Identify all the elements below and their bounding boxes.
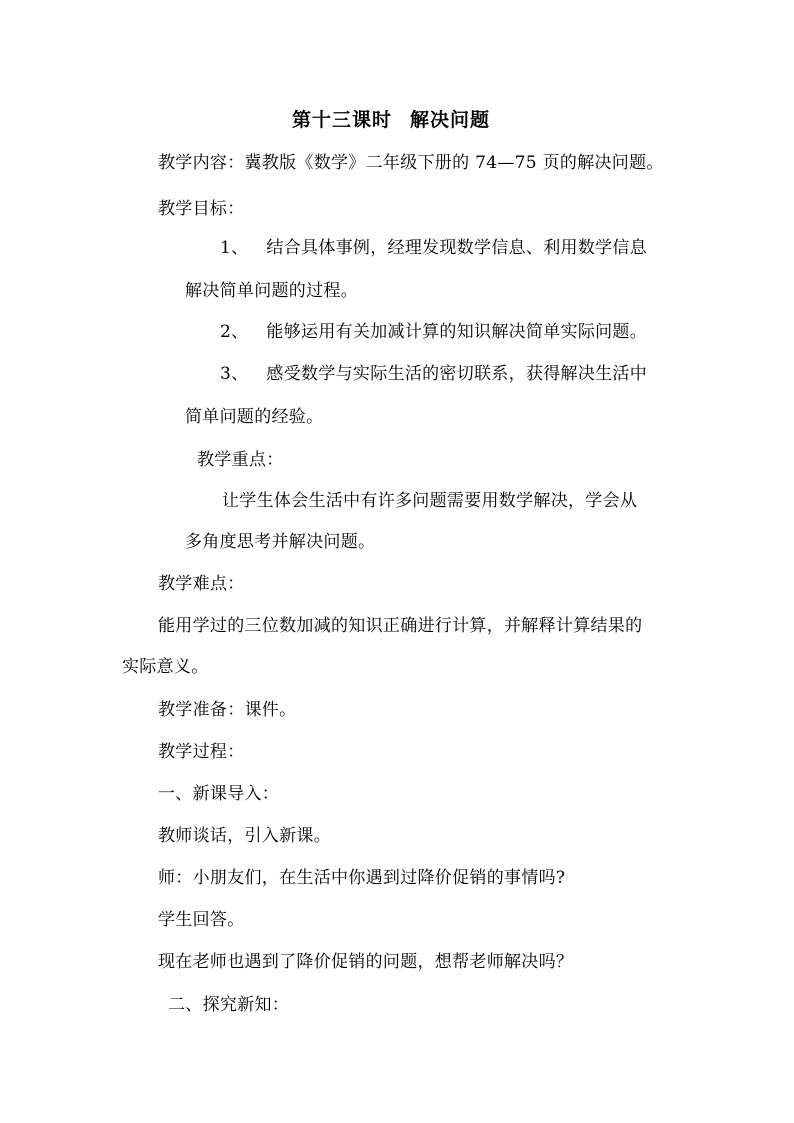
key-points-line-2: 多角度思考并解决问题。 bbox=[185, 532, 376, 552]
goal-3-number: 3、 bbox=[220, 364, 249, 384]
goal-1-line-2: 解决简单问题的过程。 bbox=[185, 281, 358, 301]
preparation: 教学准备：课件。 bbox=[158, 700, 297, 720]
difficulty-heading: 教学难点： bbox=[158, 574, 245, 594]
difficulty-line-2: 实际意义。 bbox=[122, 657, 209, 677]
paragraph-3: 学生回答。 bbox=[158, 910, 245, 930]
goal-2-number: 2、 bbox=[220, 322, 249, 342]
paragraph-1: 教师谈话，引入新课。 bbox=[158, 826, 331, 846]
key-points-heading: 教学重点： bbox=[197, 450, 284, 470]
paragraph-2: 师：小朋友们，在生活中你遇到过降价促销的事情吗? bbox=[158, 868, 566, 888]
page-title bbox=[292, 108, 490, 132]
goal-3-line-2: 简单问题的经验。 bbox=[185, 407, 324, 427]
section-2-heading: 二、探究新知： bbox=[168, 995, 290, 1015]
section-1-heading: 一、新课导入： bbox=[158, 784, 280, 804]
goal-1-line-1 bbox=[220, 236, 647, 260]
goal-1-number: 1、 bbox=[220, 238, 249, 258]
key-points-line-1: 让学生体会生活中有许多问题需要用数学解决，学会从 bbox=[222, 491, 638, 511]
difficulty-line-1: 能用学过的三位数加减的知识正确进行计算，并解释计算结果的 bbox=[158, 616, 643, 636]
goal-3-line-1 bbox=[220, 362, 647, 386]
teaching-content: 教学内容：冀教版《数学》二年级下册的 74—75 页的解决问题。 bbox=[158, 153, 664, 173]
process-heading: 教学过程： bbox=[158, 742, 245, 762]
goals-heading: 教学目标： bbox=[158, 199, 245, 219]
goal-2-text: 能够运用有关加减计算的知识解决简单实际问题。 bbox=[266, 322, 648, 342]
paragraph-4: 现在老师也遇到了降价促销的问题，想帮老师解决吗？ bbox=[158, 952, 574, 972]
title-lesson-number: 第十三课时 bbox=[292, 109, 393, 131]
goal-1-text: 结合具体事例，经理发现数学信息、利用数学信息 bbox=[266, 238, 648, 258]
goal-2-line bbox=[220, 320, 647, 344]
title-topic: 解决问题 bbox=[410, 109, 491, 131]
goal-3-text: 感受数学与实际生活的密切联系，获得解决生活中 bbox=[266, 364, 648, 384]
